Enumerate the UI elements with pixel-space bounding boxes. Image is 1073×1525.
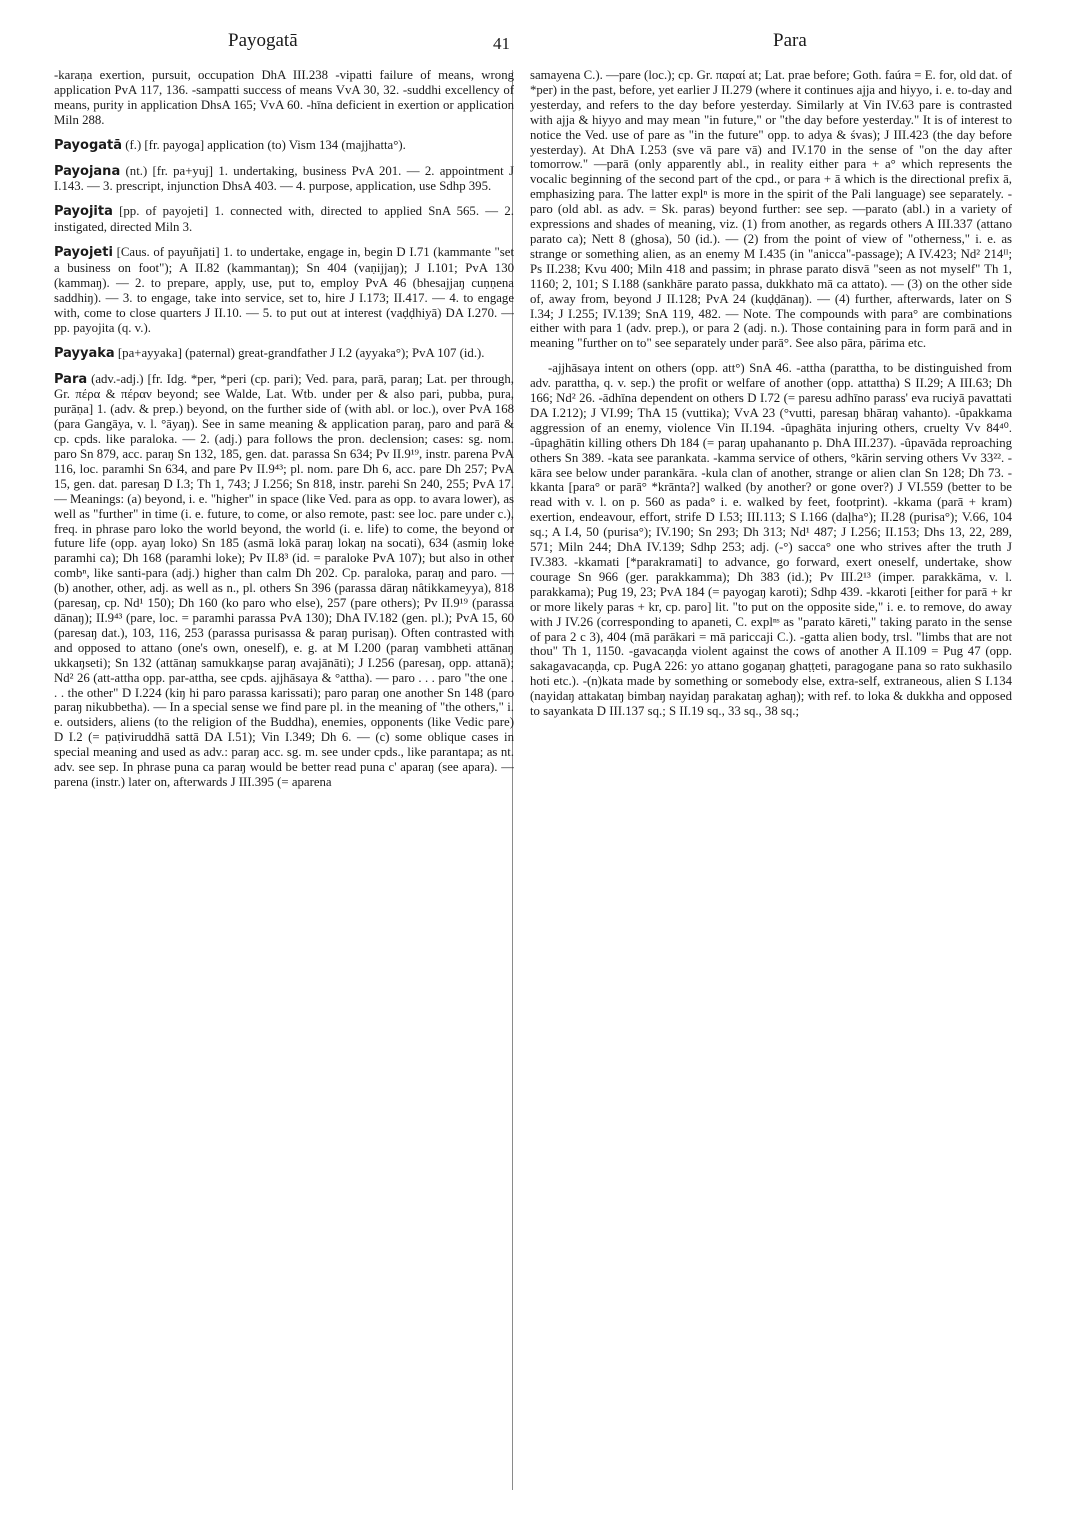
entry-payoga-continued <box>54 68 514 128</box>
page-number: 41 <box>493 34 510 53</box>
entry-para-compounds <box>530 361 1012 719</box>
headword: Payojana <box>54 163 121 179</box>
header-right-guideword: Para <box>773 30 807 51</box>
headword: Payyaka <box>54 345 115 361</box>
entry-text: [pa+ayyaka] (paternal) great-grandfather J I.2 (ayyaka°); PvA 107 (id.). <box>117 345 485 360</box>
entry-text: [pp. of payojeti] 1. connected with, directed to applied SnA 565. — 2. instigated, directed Miln 3. <box>54 204 514 235</box>
entry-payogata <box>54 138 514 154</box>
headword: Payogatā <box>54 137 123 153</box>
headword: Payojeti <box>54 245 113 261</box>
entry-payyaka <box>54 346 514 362</box>
entry-text: -ajjhāsaya intent on others (opp. att°) SnA 46. -attha (parattha, to be distinguished from adv. parattha, q. v. sep.) the profit or welfare of another (opp. attattha) S II.29; A III.63; Dh 166; Nd² 26. -ādhīna dependent on others D I.72 (= paresu adhīno parass' eva ruciyā pavattati DA I.212); J VI.99; ThA 15 (vuttika); VvA 23 (°vutti, paresaŋ bhāraŋ vahanto). -ûpakkama aggression of an enemy, violence Vin II.194. -ûpaghāta injuring others, cruelty Vv 84⁴⁰. -ûpaghātin killing others Dh 184 (= paraŋ upahananto p. DhA III.237). -ûpavāda reproaching others Sn 389. -kata see parankata. -kamma service of others, °kārin serving others Vv 33²². -kāra see below under parankāra. -kula clan of another, strange or alien clan Sn 128; Dh 73. -kkanta [para° or parā° *krānta?] walked (by another? or gone over?) J VI.559 (better to be read with v. l. on p. 560 as pada° i. e. walked by feet, footprint). -kkama (parā + kram) exertion, endeavour, effort, strife D I.53; III.113; S I.166 (daḷha°); II.28 (purisa°); V.66, 104 sq.; A I.4, 50 (purisa°); IV.190; Sn 293; Dh 313; Nd¹ 487; J I.256; II.153; Dhs 13, 22, 289, 571; Miln 244; DhA IV.139; Sdhp 253; adj. (-°) sacca° one who strives after the truth J IV.383. -kkamati [*parakramati] to advance, go forward, exert oneself, undertake, show courage Sn 966 (ger. parakkamma); Dh 383 (id.); Pv III.2¹³ (imper. parakkāma, v. l. parakkama); Pug 19, 23; PvA 184 (= payogaŋ karoti); Sdhp 439. -kkaroti [either for parā + kr or more likely paras + kr, cp. paro] lit. "to put on the opposite side," i. e. to remove, do away with J IV.26 (corresponding to apaneti, C. explⁿˢ as "parato kāreti," taking parato in the sense of para 2 c 3), 404 (mā parākari = mā pariccaji C.). -gatta alien body, trsl. "limbs that are not thou" Th 1, 1150. -gavacaṇḍa violent against the cows of another A II.109 = Pug 47 (opp. sakagavacaṇḍa, cp. PugA 226: yo attano gogaṇaŋ ghaṭṭeti, paragogane pana so rato sukhasilo hoti etc.). -(n)kata made by something or somebody else, extra-self, extraneous, alien S I.134 (nayidaŋ attakataŋ bimbaŋ nayidaŋ parakataŋ aghaŋ); with ref. to loka & dukkha and opposed to sayankata D III.137 sq.; S II.19 sq., 33 sq., 38 sq.; <box>530 361 1012 719</box>
page-header <box>48 30 1025 60</box>
entry-payojana <box>54 164 514 195</box>
entry-payojeti <box>54 245 514 335</box>
headword: Payojita <box>54 204 113 220</box>
headword: Para <box>54 371 88 387</box>
entry-text: (adv.-adj.) [fr. Idg. *per, *peri (cp. pari); Ved. para, parā, paraŋ; Lat. per through, Gr. πέρα & πέραν beyond; see Walde, Lat. Wtb. under per & also pari, pubba, pura, purāṇa] 1. (adv. & prep.) beyond, on the further side of (with abl. or loc.), over PvA 168 (para Gangāya, v. l. °āyaŋ). See in same meaning & application paraŋ, paro and parā & cp. cpds. like paraloka. — 2. (adj.) para follows the pron. declension; cases: sg. nom. paro Sn 879, acc. paraŋ Sn 132, 185, gen. dat. parassa Sn 634; Pv II.9¹⁹, instr. parena PvA 116, loc. paramhi Sn 634, and pare Pv II.9⁴³; pl. nom. pare Dh 6, acc. pare Dh 257; PvA 15, gen. dat. paresaŋ D I.3; Th 1, 743; J I.256; Sn 818, instr. parehi Sn 240, 255; PvA 17. — Meanings: (a) beyond, i. e. "higher" in space (like Ved. para as opp. to avara lower), as well as "further" in time (i. e. future, to come, or also remote, past: see loc. pare under c.), freq. in phrase paro loko the world beyond, the world (i. e. life) to come, the beyond or future life (opp. ayaŋ loko) Sn 185 (asmā lokā paraŋ lokaŋ na socati), 634 (asmiŋ loke paramhi ca); Dh 168 (paramhi loke); Pv II.8³ (id. = paraloke PvA 107); but also in other combⁿ, like santi-para (adj.) higher than calm Dh 202. Cp. paraloka, paraŋ and paro. — (b) another, other, adj. as well as n., pl. others Sn 396 (parassa dāraŋ nâtikkameyya), 818 (paresaŋ, cp. Nd¹ 150); Dh 160 (ko paro who else), 257 (pare others); Pv II.9¹⁹ (parassa dānaŋ); II.9⁴³ (pare, loc. = paramhi parassa PvA 130); DhA IV.182 (gen. pl.); PvA 15, 60 (paresaŋ dat.), 103, 116, 253 (parassa purisassa & paraŋ purisaŋ). Often contrasted with and opposed to attano (one's own, oneself), e. g. at M I.200 (paraŋ vambheti attānaŋ ukkaŋseti); Sn 132 (attānaŋ samukkaŋse paraŋ avajānāti); J I.256 (paresaŋ, opp. attanā); Nd² 26 (att-attha opp. par-attha, see cpds. ajjhāsaya & °attha). — paro . . . paro "the one . . . the other" D I.224 (kiŋ hi paro parassa karissati); paro paraŋ one another Sn 148 (paro paraŋ nikubbetha). — In a special sense we find pare pl. in the meaning of "the others," i. e. outsiders, aliens (to the religion of the Buddha), enemies, opponents (like Vedic pare) D I.2 (= paṭiviruddhā sattā DA I.51); Vin I.349; Dh 6. — (c) some oblique cases in special meaning and used as adv.: paraŋ acc. sg. m. see under cpds., like parantapa; as nt. adv. see sep. In phrase puna ca paraŋ would be better read puna c' aparaŋ (see apara). —parena (instr.) later on, afterwards J III.395 (= aparena <box>54 371 514 789</box>
entry-para <box>54 372 514 790</box>
entry-text: [Caus. of payuñjati] 1. to undertake, engage in, begin D I.71 (kammante "set a business on foot"); A II.82 (kammantaŋ); Sn 404 (vaṇijjaŋ); J I.101; PvA 130 (kammaŋ). — 2. to prepare, apply, use, put to, employ PvA 46 (bhesajjaŋ cuṇṇena saddhiŋ). — 3. to engage, take into service, set to, hire J I.173; II.417. — 4. to engage with, come to close quarters J II.10. — 5. to put out at interest (vaḍḍhiyā) DA I.270. — pp. payojita (q. v.). <box>54 245 514 335</box>
entry-text: (nt.) [fr. pa+yuj] 1. undertaking, business PvA 201. — 2. appointment J I.143. — 3. prescript, injunction DhsA 403. — 4. purpose, application, use Sdhp 395. <box>54 163 514 194</box>
entry-para-continued <box>530 68 1012 351</box>
left-column <box>54 68 514 1508</box>
entry-text: (f.) [fr. payoga] application (to) Vism 134 (majjhatta°). <box>125 137 406 152</box>
entry-text: -karaṇa exertion, pursuit, occupation DhA III.238 -vipatti failure of means, wrong application PvA 117, 136. -sampatti success of means VvA 30, 32. -suddhi excellency of means, purity in application DhsA 165; VvA 60. -hīna deficient in exertion or application Miln 288. <box>54 68 514 127</box>
header-left-guideword: Payogatā <box>228 30 298 51</box>
entry-payojita <box>54 204 514 235</box>
entry-text: samayena C.). —pare (loc.); cp. Gr. παραί at; Lat. prae before; Goth. faúra = E. for, old dat. of *per) in the past, before, yet earlier J II.279 (where it continues ajja and hiyyo, i. e. to-day and yesterday, and refers to the day before yesterday. Similarly at Vin IV.63 pare is contrasted with ajja & hiyyo and may mean "in future," or "the day before yesterday." It is of interest to notice the Ved. use of pare as "in the future" opp. to adya & śvas); J III.423 (the day before yesterday). At DhA I.253 (sve vā pare vā) and IV.170 in the sense of "on the day after tomorrow." —parā (only apparently abl., in reality either para + a° which represents the vocalic beginning of the second part of the cpd., or para + ā which is the directional prefix ā, emphasizing para. The latter explⁿ is more in the spirit of the Pali language) see separately. -paro (old abl. as adv. = Sk. paras) beyond further: see sep. —parato (abl.) in a variety of expressions and shades of meaning, viz. (1) from another, as regards others A III.337 (attano parato ca); Nett 8 (ghosa), 50 (id.). — (2) from the point of view of "otherness," i. e. as strange or something alien, as an enemy M I.435 (in "anicca"-passage); A IV.423; Nd² 214ᴵᴵ; Ps II.238; Kvu 400; Miln 418 and passim; in phrase parato disvā "seen as not myself" Th 1, 1160; 2, 101; S I.188 (sankhāre parato passa, dukkhato mā ca attato). — (3) on the other side of, away from, beyond J II.128; PvA 24 (kuḍḍānaŋ). — (4) further, afterwards, later on S I.34; J I.255; IV.139; SnA 119, 482. — Note. The compounds with para° are combinations either with para 1 (adv. prep.), or para 2 (adj. n.). Those containing para in form parā and in meaning "further on to" see separately under parā°. See also pāra, pārima etc. <box>530 68 1012 351</box>
right-column <box>530 68 1012 1508</box>
